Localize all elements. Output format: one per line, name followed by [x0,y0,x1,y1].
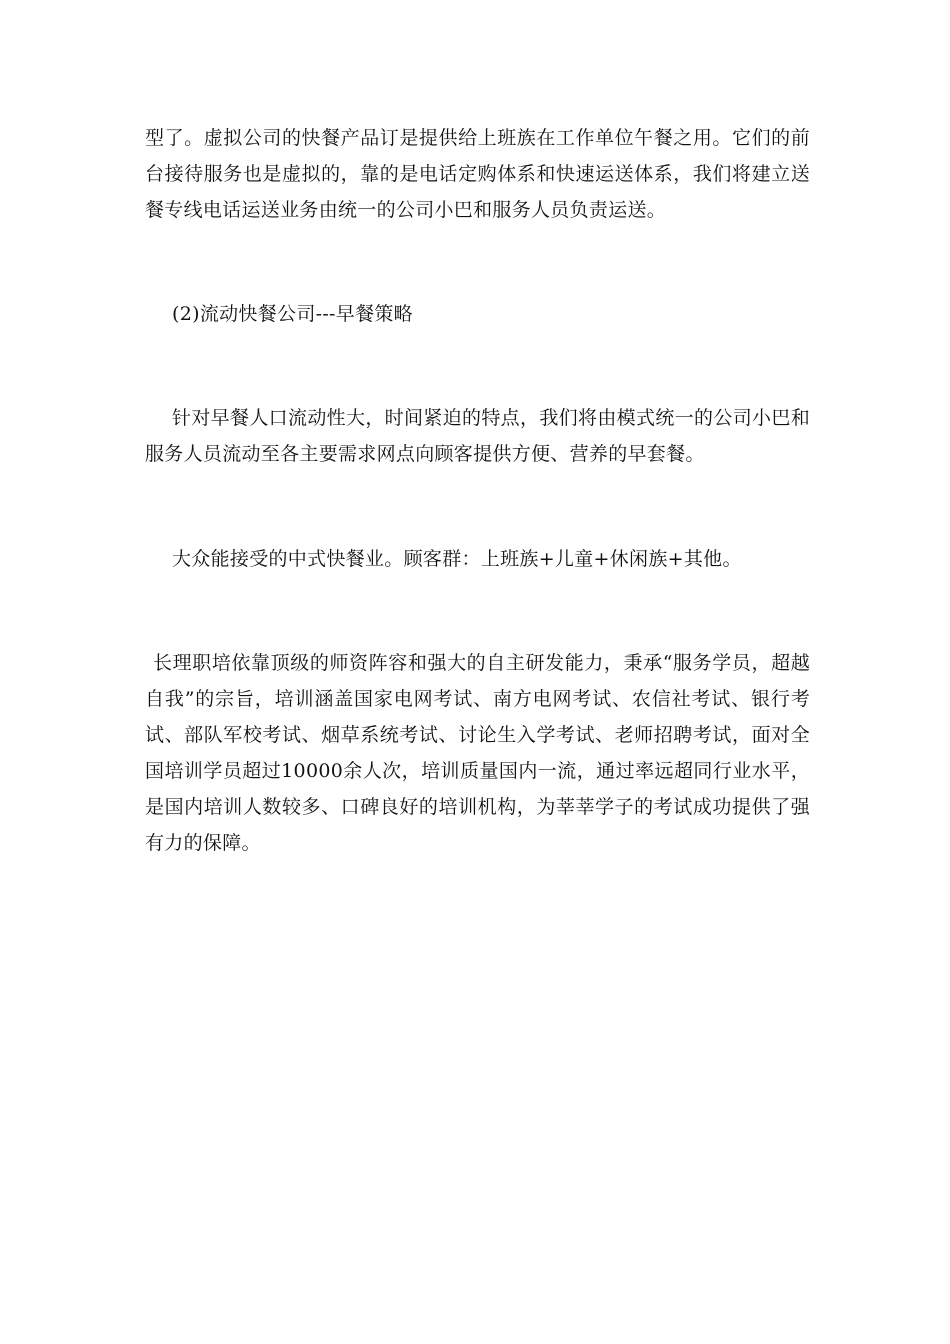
paragraph-virtual-company: 型了。虚拟公司的快餐产品订是提供给上班族在工作单位午餐之用。它们的前台接待服务也是虚拟的，靠的是电话定购体系和快速运送体系，我们将建立送餐专线电话运送业务由统一的公司小巴和服务人员负责运送。 [145,127,810,221]
paragraph-customer-group: 大众能接受的中式快餐业。顾客群：上班族+儿童+休闲族+其他。 [172,548,742,570]
paragraph-training-institution: 长理职培依靠顶级的师资阵容和强大的自主研发能力，秉承“服务学员，超越自我”的宗旨，培训涵盖国家电网考试、南方电网考试、农信社考试、银行考试、部队军校考试、烟草系统考试、讨论生入学考试、老师招聘考试，面对全国培训学员超过10000余人次，培训质量国内一流，通过率远超同行业水平，是国内培训人数较多、口碑良好的培训机构，为莘莘学子的考试成功提供了强有力的保障。 [145,652,810,854]
paragraph-breakfast-strategy: 针对早餐人口流动性大，时间紧迫的特点，我们将由模式统一的公司小巴和服务人员流动至各主要需求网点向顾客提供方便、营养的早套餐。 [145,407,810,465]
section-heading-breakfast-strategy: (2)流动快餐公司---早餐策略 [172,303,413,325]
